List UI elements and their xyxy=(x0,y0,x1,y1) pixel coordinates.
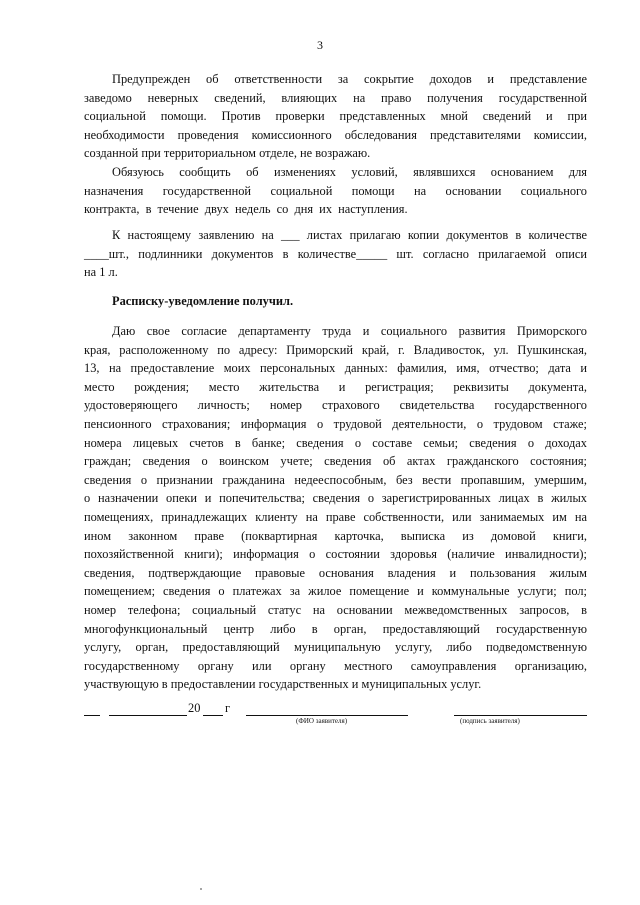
text-line: ином законном праве (поквартирная карточка, выписка из домовой книги, xyxy=(84,528,587,543)
signature-line xyxy=(454,715,587,716)
text-line: многофункциональный центр либо в орган, предоставляющий государственную xyxy=(84,621,587,636)
attachments-paragraph xyxy=(84,226,587,282)
text-line: помещениях, принадлежащих клиенту на праве собственности, или занимаемых им на xyxy=(84,509,587,524)
page-number: 3 xyxy=(317,38,323,52)
text-line: граждан; сведения о воинском учете; сведения об актах гражданского состояния; xyxy=(84,454,587,469)
month-blank xyxy=(109,715,187,716)
text-line: Даю свое согласие департаменту труда и социального развития Приморского xyxy=(112,324,587,338)
text-line: место рождения; место жительства и регистрация; реквизиты документа, xyxy=(84,379,587,394)
year-blank xyxy=(203,715,223,716)
text-line: сведения, подтверждающие правовые основания владения и пользования жилым xyxy=(84,565,587,580)
text-line: края, расположенному по адресу: Приморский край, г. Владивосток, ул. Пушкинская, xyxy=(84,342,587,357)
scan-speck xyxy=(200,888,202,890)
text-line: сведения о признании гражданина недееспособным, без вести пропавшим, умершим, xyxy=(84,472,587,487)
text-line: помещением; сведения о платежах за жилое помещение и коммунальные услуги; пол; xyxy=(84,584,587,599)
text-line: Предупрежден об ответственности за сокрытие доходов и представление xyxy=(112,72,587,86)
consent-paragraph xyxy=(84,322,587,694)
text-line: необходимости проведения комиссионного обследования представителями комиссии, xyxy=(84,127,587,142)
fio-line xyxy=(246,715,408,716)
text-line: 13, на предоставление моих персональных данных: фамилия, имя, отчество; дата и xyxy=(84,361,587,376)
text-line: удостоверяющего личность; номер страхового свидетельства государственного xyxy=(84,398,587,413)
responsibility-paragraph xyxy=(84,70,587,163)
text-line: похозяйственной книги); информация о состоянии здоровья (наличие инвалидности); xyxy=(84,547,587,562)
day-blank xyxy=(84,715,100,716)
text-line: К настоящему заявлению на ___ листах прилагаю копии документов в количестве xyxy=(112,228,587,242)
obligation-paragraph xyxy=(84,163,587,219)
receipt-heading: Расписку-уведомление получил. xyxy=(112,294,294,308)
signature-caption: (подпись заявителя) xyxy=(460,717,520,725)
text-line: ____шт., подлинники документов в количестве_____ шт. согласно прилагаемой описи xyxy=(84,246,587,261)
text-line: номер телефона; социальный статус на основании межведомственных запросов, в xyxy=(84,602,587,617)
text-line: социальной помощи. Против проверки представленных мной сведений и при xyxy=(84,109,587,124)
text-line: о назначении опеки и попечительства; сведения о зарегистрированных лицах в жилых xyxy=(84,491,587,506)
year-suffix: г xyxy=(225,701,231,715)
text-line: пенсионного страхования; информация о трудовой деятельности, о трудовом стаже; xyxy=(84,416,587,431)
text-line: Обязуюсь сообщить об изменениях условий, являвшихся основанием для xyxy=(112,165,587,179)
text-line: услугу, орган, предоставляющий муниципальную услугу, либо подведомственную xyxy=(84,640,587,655)
text-line: контракта, в течение двух недель со дня их наступления. xyxy=(84,202,408,217)
text-line: назначения государственной социальной помощи на основании социального xyxy=(84,183,587,198)
text-line: заведомо неверных сведений, влияющих на право получения государственной xyxy=(84,90,587,105)
text-line: государственному органу или органу местного самоуправления организацию, xyxy=(84,658,587,673)
text-line: созданной при территориальном отделе, не возражаю. xyxy=(84,146,371,161)
signature-row xyxy=(84,701,587,741)
year-prefix: 20 xyxy=(188,701,201,715)
text-line: на 1 л. xyxy=(84,265,118,280)
text-line: участвующую в предоставлении государственных и муниципальных услуг. xyxy=(84,677,482,692)
fio-caption: (ФИО заявителя) xyxy=(296,717,348,725)
text-line: номера лицевых счетов в банке; сведения о составе семьи; сведения о доходах xyxy=(84,435,587,450)
